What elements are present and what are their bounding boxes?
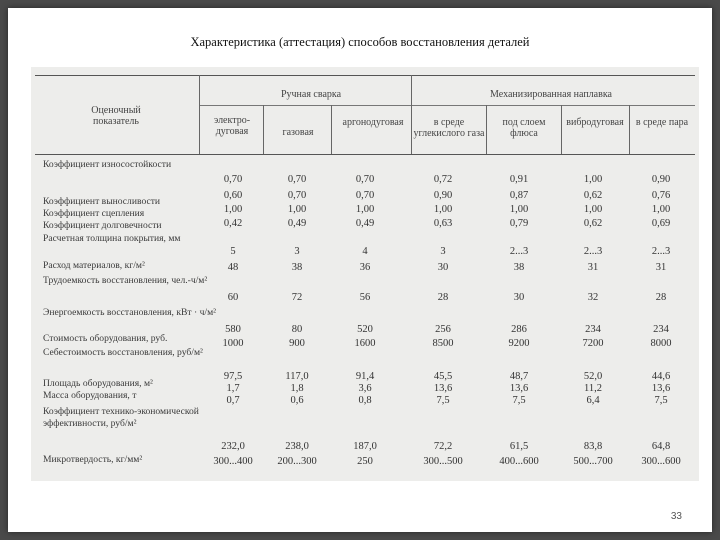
table-cell: 3,6: [358, 383, 372, 394]
table-cell: 0,90: [433, 190, 453, 201]
table-top-line: [35, 75, 695, 76]
table-cell: 0,62: [583, 190, 603, 201]
table-cell: 72: [291, 292, 303, 303]
table-cell: 6,4: [586, 395, 600, 406]
table-cell: 3: [440, 246, 446, 257]
table-cell: 0,70: [287, 190, 307, 201]
table-cell: 1,00: [583, 174, 603, 185]
table-cell: 32: [587, 292, 599, 303]
scanned-table: [31, 67, 699, 481]
table-cell: 0,70: [355, 174, 375, 185]
table-cell: 0,49: [287, 218, 307, 229]
table-cell: 11,2: [584, 383, 602, 394]
table-cell: 28: [437, 292, 449, 303]
table-cell: 0,76: [651, 190, 671, 201]
row-label: Трудоемкость восстановления, чел.-ч/м²: [43, 275, 208, 286]
table-cell: 48: [227, 262, 239, 273]
table-cell: 83,8: [583, 441, 603, 452]
table-cell: 28: [655, 292, 667, 303]
table-cell: 13,6: [509, 383, 529, 394]
table-cell: 36: [359, 262, 371, 273]
table-cell: 0,87: [509, 190, 529, 201]
col-header-3: в среде углекислого газа: [413, 117, 485, 139]
table-cell: 0,69: [651, 218, 671, 229]
table-cell: 5: [230, 246, 236, 257]
row-label: Коэффициент технико-экономической эффективности, руб/м²: [43, 406, 199, 430]
table-cell: 0,72: [433, 174, 453, 185]
table-cell: 1,00: [355, 204, 375, 215]
table-cell: 234: [585, 324, 601, 335]
header-bottom-line: [35, 154, 695, 155]
row-label: Энергоемкость восстановления, кВт · ч/м²: [43, 307, 217, 318]
table-cell: 400...600: [499, 456, 539, 467]
table-cell: 286: [511, 324, 527, 335]
header-group-manual: Ручная сварка: [280, 89, 342, 100]
col-header-4: под слоем флюса: [502, 117, 546, 139]
table-cell: 0,79: [509, 218, 529, 229]
table-cell: 232,0: [221, 441, 245, 452]
table-cell: 0,63: [433, 218, 453, 229]
table-cell: 234: [653, 324, 669, 335]
col-header-5: вибродуговая: [566, 117, 624, 128]
col-header-1: газовая: [282, 127, 314, 138]
table-cell: 0,70: [355, 190, 375, 201]
table-cell: 31: [587, 262, 599, 273]
table-cell: 48,7: [509, 371, 529, 382]
header-group-mech: Механизированная наплавка: [490, 89, 612, 100]
table-cell: 2...3: [651, 246, 671, 257]
table-cell: 900: [289, 338, 305, 349]
table-cell: 56: [359, 292, 371, 303]
table-cell: 250: [357, 456, 373, 467]
table-cell: 520: [357, 324, 373, 335]
table-cell: 1600: [354, 338, 376, 349]
table-cell: 7200: [582, 338, 604, 349]
row-label: Площадь оборудования, м²: [43, 378, 153, 389]
table-cell: 30: [513, 292, 525, 303]
table-cell: 0,90: [651, 174, 671, 185]
row-label: Коэффициент выносливости: [43, 196, 161, 207]
table-cell: 187,0: [353, 441, 377, 452]
row-label: Коэффициент сцепления: [43, 208, 145, 219]
table-cell: 4: [362, 246, 368, 257]
table-cell: 0,91: [509, 174, 529, 185]
row-label: Стоимость оборудования, руб.: [43, 333, 168, 344]
table-cell: 8500: [432, 338, 454, 349]
table-cell: 3: [294, 246, 300, 257]
slide: [8, 8, 712, 532]
table-cell: 1,00: [509, 204, 529, 215]
table-cell: 80: [291, 324, 303, 335]
col-header-0: электро-дуговая: [213, 115, 251, 137]
table-cell: 8000: [650, 338, 672, 349]
table-cell: 1,00: [287, 204, 307, 215]
table-cell: 1,00: [583, 204, 603, 215]
table-cell: 31: [655, 262, 667, 273]
table-cell: 1,00: [651, 204, 671, 215]
col-header-2: аргонодуговая: [342, 117, 404, 128]
header-indicator: Оценочный показатель: [91, 105, 141, 127]
table-cell: 580: [225, 324, 241, 335]
row-label: Расход материалов, кг/м²: [43, 260, 145, 271]
table-cell: 97,5: [223, 371, 243, 382]
row-label: Микротвердость, кг/мм²: [43, 454, 143, 465]
table-cell: 0,42: [223, 218, 243, 229]
table-cell: 0,6: [290, 395, 304, 406]
slide-title: Характеристика (аттестация) способов восстановления деталей: [190, 35, 530, 49]
table-cell: 38: [513, 262, 525, 273]
table-cell: 0,7: [226, 395, 240, 406]
table-cell: 2...3: [583, 246, 603, 257]
table-cell: 300...400: [213, 456, 253, 467]
table-cell: 200...300: [277, 456, 317, 467]
page-number: 33: [670, 511, 682, 522]
table-cell: 1,8: [290, 383, 304, 394]
table-cell: 1,7: [226, 383, 240, 394]
table-cell: 7,5: [436, 395, 450, 406]
table-cell: 1000: [222, 338, 244, 349]
table-cell: 7,5: [654, 395, 668, 406]
row-label: Коэффициент долговечности: [43, 220, 162, 231]
table-cell: 60: [227, 292, 239, 303]
table-cell: 0,62: [583, 218, 603, 229]
table-cell: 64,8: [651, 441, 671, 452]
table-cell: 7,5: [512, 395, 526, 406]
table-cell: 256: [435, 324, 451, 335]
table-cell: 1,00: [433, 204, 453, 215]
table-cell: 9200: [508, 338, 530, 349]
row-label: Коэффициент износостойкости: [43, 159, 172, 170]
table-cell: 52,0: [583, 371, 603, 382]
table-cell: 0,70: [287, 174, 307, 185]
table-cell: 117,0: [285, 371, 309, 382]
table-cell: 45,5: [433, 371, 453, 382]
col-header-6: в среде пара: [635, 117, 689, 128]
row-label: Расчетная толщина покрытия, мм: [43, 233, 181, 244]
table-cell: 500...700: [573, 456, 613, 467]
table-cell: 0,8: [358, 395, 372, 406]
table-cell: 38: [291, 262, 303, 273]
table-cell: 0,70: [223, 174, 243, 185]
table-cell: 2...3: [509, 246, 529, 257]
table-cell: 300...600: [641, 456, 681, 467]
table-cell: 44,6: [651, 371, 671, 382]
table-cell: 72,2: [433, 441, 453, 452]
table-cell: 61,5: [509, 441, 529, 452]
table-cell: 0,49: [355, 218, 375, 229]
table-cell: 91,4: [355, 371, 375, 382]
table-cell: 30: [437, 262, 449, 273]
table-cell: 1,00: [223, 204, 243, 215]
table-cell: 0,60: [223, 190, 243, 201]
table-cell: 300...500: [423, 456, 463, 467]
row-label: Себестоимость восстановления, руб/м²: [43, 347, 203, 358]
subheader-line: [199, 105, 695, 106]
row-label: Масса оборудования, т: [43, 390, 137, 401]
table-cell: 13,6: [433, 383, 453, 394]
table-cell: 238,0: [285, 441, 309, 452]
table-cell: 13,6: [651, 383, 671, 394]
